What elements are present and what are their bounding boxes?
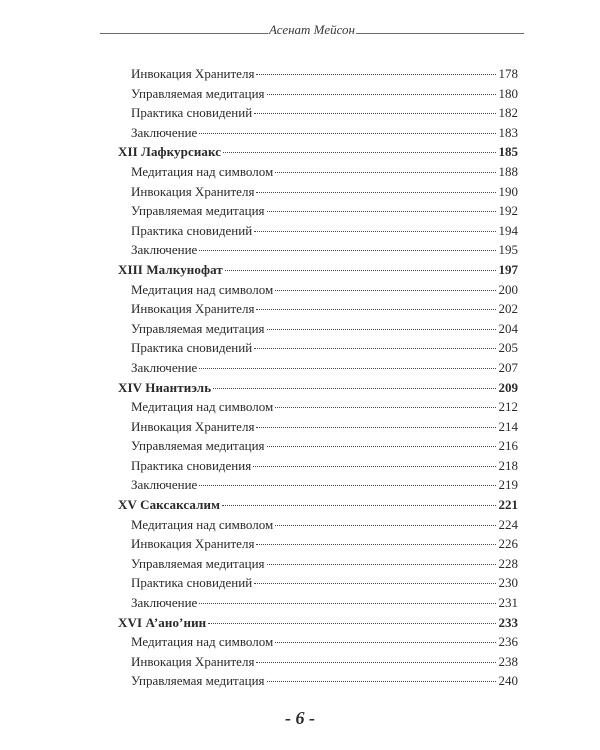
toc-entry-title: Медитация над символом xyxy=(131,163,274,179)
toc-entry-page: 204 xyxy=(498,320,518,336)
toc-entry-page: 190 xyxy=(498,183,518,199)
toc-entry-title: Практика сновидений xyxy=(131,575,253,591)
toc-entry xyxy=(118,338,518,358)
toc-entry-title: XII Лафкурсиакс xyxy=(118,144,222,160)
dot-leader xyxy=(256,426,496,428)
toc-entry-page: 183 xyxy=(498,124,518,140)
toc-entry-page: 205 xyxy=(498,340,518,356)
dot-leader xyxy=(199,249,496,251)
dot-leader xyxy=(208,622,496,624)
dot-leader xyxy=(199,132,496,134)
toc-entry xyxy=(118,84,518,104)
toc-entry xyxy=(118,240,518,260)
toc-entry xyxy=(118,632,518,652)
toc-entry-page: 224 xyxy=(498,516,518,532)
dot-leader xyxy=(275,171,496,173)
toc-entry xyxy=(118,593,518,613)
toc-entry-page: 182 xyxy=(498,105,518,121)
toc-entry-page: 192 xyxy=(498,203,518,219)
toc-entry xyxy=(118,64,518,84)
toc-entry xyxy=(118,280,518,300)
dot-leader xyxy=(222,504,496,506)
dot-leader xyxy=(254,112,496,114)
toc-entry-title: XIV Ниантиэль xyxy=(118,379,212,395)
dot-leader xyxy=(275,289,496,291)
toc-chapter-entry xyxy=(118,142,518,162)
toc-entry-title: Медитация над символом xyxy=(131,399,274,415)
table-of-contents xyxy=(118,64,518,691)
dot-leader xyxy=(267,563,496,565)
toc-entry-title: XIII Малкунофат xyxy=(118,261,223,277)
toc-entry-title: Управляемая медитация xyxy=(131,673,265,689)
running-header xyxy=(100,22,524,42)
dot-leader xyxy=(256,661,496,663)
toc-entry-page: 228 xyxy=(498,555,518,571)
toc-entry-title: Заключение xyxy=(131,595,198,611)
dot-leader xyxy=(199,484,496,486)
dot-leader xyxy=(267,93,496,95)
toc-entry-title: Заключение xyxy=(131,124,198,140)
toc-entry-page: 197 xyxy=(498,261,518,277)
toc-entry-page: 221 xyxy=(498,497,518,513)
toc-entry-title: Инвокация Хранителя xyxy=(131,653,255,669)
toc-entry-page: 231 xyxy=(498,595,518,611)
toc-entry-page: 202 xyxy=(498,301,518,317)
toc-entry-page: 178 xyxy=(498,66,518,81)
dot-leader xyxy=(254,230,496,232)
toc-entry xyxy=(118,475,518,495)
toc-entry-page: 200 xyxy=(498,281,518,297)
toc-entry-title: Практика сновидений xyxy=(131,340,253,356)
toc-entry-page: 195 xyxy=(498,242,518,258)
toc-chapter-entry xyxy=(118,613,518,633)
toc-entry-page: 185 xyxy=(498,144,518,160)
toc-entry-title: Заключение xyxy=(131,359,198,375)
dot-leader xyxy=(267,445,496,447)
toc-entry-title: Медитация над символом xyxy=(131,634,274,650)
toc-entry-page: 236 xyxy=(498,634,518,650)
toc-entry-page: 233 xyxy=(498,614,518,630)
toc-entry-page: 218 xyxy=(498,457,518,473)
toc-entry-page: 212 xyxy=(498,399,518,415)
toc-entry-page: 216 xyxy=(498,438,518,454)
toc-entry xyxy=(118,652,518,672)
toc-entry xyxy=(118,182,518,202)
toc-entry-title: Заключение xyxy=(131,477,198,493)
toc-entry-title: Управляемая медитация xyxy=(131,320,265,336)
toc-entry xyxy=(118,671,518,691)
dot-leader xyxy=(256,308,496,310)
dot-leader xyxy=(253,465,496,467)
toc-entry-title: Медитация над символом xyxy=(131,516,274,532)
toc-entry-page: 180 xyxy=(498,85,518,101)
toc-entry-title: Заключение xyxy=(131,242,198,258)
dot-leader xyxy=(256,191,496,193)
header-rule-right xyxy=(356,33,524,34)
toc-entry xyxy=(118,397,518,417)
dot-leader xyxy=(225,269,496,271)
toc-entry xyxy=(118,515,518,535)
dot-leader xyxy=(199,602,496,604)
toc-entry-page: 194 xyxy=(498,222,518,238)
dot-leader xyxy=(256,543,496,545)
toc-entry-page: 219 xyxy=(498,477,518,493)
toc-entry xyxy=(118,162,518,182)
toc-entry xyxy=(118,221,518,241)
toc-entry-title: Инвокация Хранителя xyxy=(131,418,255,434)
toc-entry-page: 209 xyxy=(498,379,518,395)
dot-leader xyxy=(254,347,496,349)
toc-entry-title: Управляемая медитация xyxy=(131,85,265,101)
dot-leader xyxy=(275,641,496,643)
toc-entry-page: 214 xyxy=(498,418,518,434)
toc-entry xyxy=(118,573,518,593)
toc-entry-title: Управляемая медитация xyxy=(131,203,265,219)
toc-entry xyxy=(118,103,518,123)
toc-entry xyxy=(118,417,518,437)
toc-entry-title: Медитация над символом xyxy=(131,281,274,297)
toc-entry xyxy=(118,436,518,456)
dot-leader xyxy=(267,328,496,330)
toc-entry-page: 230 xyxy=(498,575,518,591)
page-number: - 6 - xyxy=(285,708,315,728)
header-author: Асенат Мейсон xyxy=(268,22,355,37)
toc-entry-title: Инвокация Хранителя xyxy=(131,301,255,317)
dot-leader xyxy=(199,367,496,369)
toc-chapter-entry xyxy=(118,378,518,398)
toc-entry xyxy=(118,554,518,574)
toc-entry-page: 188 xyxy=(498,163,518,179)
toc-entry-title: XV Саксаксалим xyxy=(118,497,221,513)
dot-leader xyxy=(223,151,496,153)
dot-leader xyxy=(254,582,496,584)
dot-leader xyxy=(267,680,496,682)
toc-entry-title: Инвокация Хранителя xyxy=(131,183,255,199)
toc-entry-title: Управляемая медитация xyxy=(131,438,265,454)
dot-leader xyxy=(275,524,496,526)
dot-leader xyxy=(213,387,496,389)
toc-entry-page: 207 xyxy=(498,359,518,375)
toc-entry-title: Практика сновидений xyxy=(131,222,253,238)
toc-chapter-entry xyxy=(118,260,518,280)
dot-leader xyxy=(256,73,496,75)
toc-entry xyxy=(118,456,518,476)
toc-entry xyxy=(118,123,518,143)
toc-entry-title: Инвокация Хранителя xyxy=(131,536,255,552)
toc-entry xyxy=(118,358,518,378)
toc-entry xyxy=(118,319,518,339)
toc-entry xyxy=(118,201,518,221)
dot-leader xyxy=(275,406,496,408)
toc-entry xyxy=(118,299,518,319)
toc-entry-title: XVI А’ано’нин xyxy=(118,614,207,630)
toc-entry-title: Управляемая медитация xyxy=(131,555,265,571)
toc-entry-page: 240 xyxy=(498,673,518,689)
toc-entry xyxy=(118,534,518,554)
toc-entry-page: 238 xyxy=(498,653,518,669)
toc-entry-title: Практика сновидения xyxy=(131,457,252,473)
toc-chapter-entry xyxy=(118,495,518,515)
toc-entry-title: Практика сновидений xyxy=(131,105,253,121)
dot-leader xyxy=(267,210,496,212)
toc-entry-page: 226 xyxy=(498,536,518,552)
toc-entry-title: Инвокация Хранителя xyxy=(131,66,255,81)
